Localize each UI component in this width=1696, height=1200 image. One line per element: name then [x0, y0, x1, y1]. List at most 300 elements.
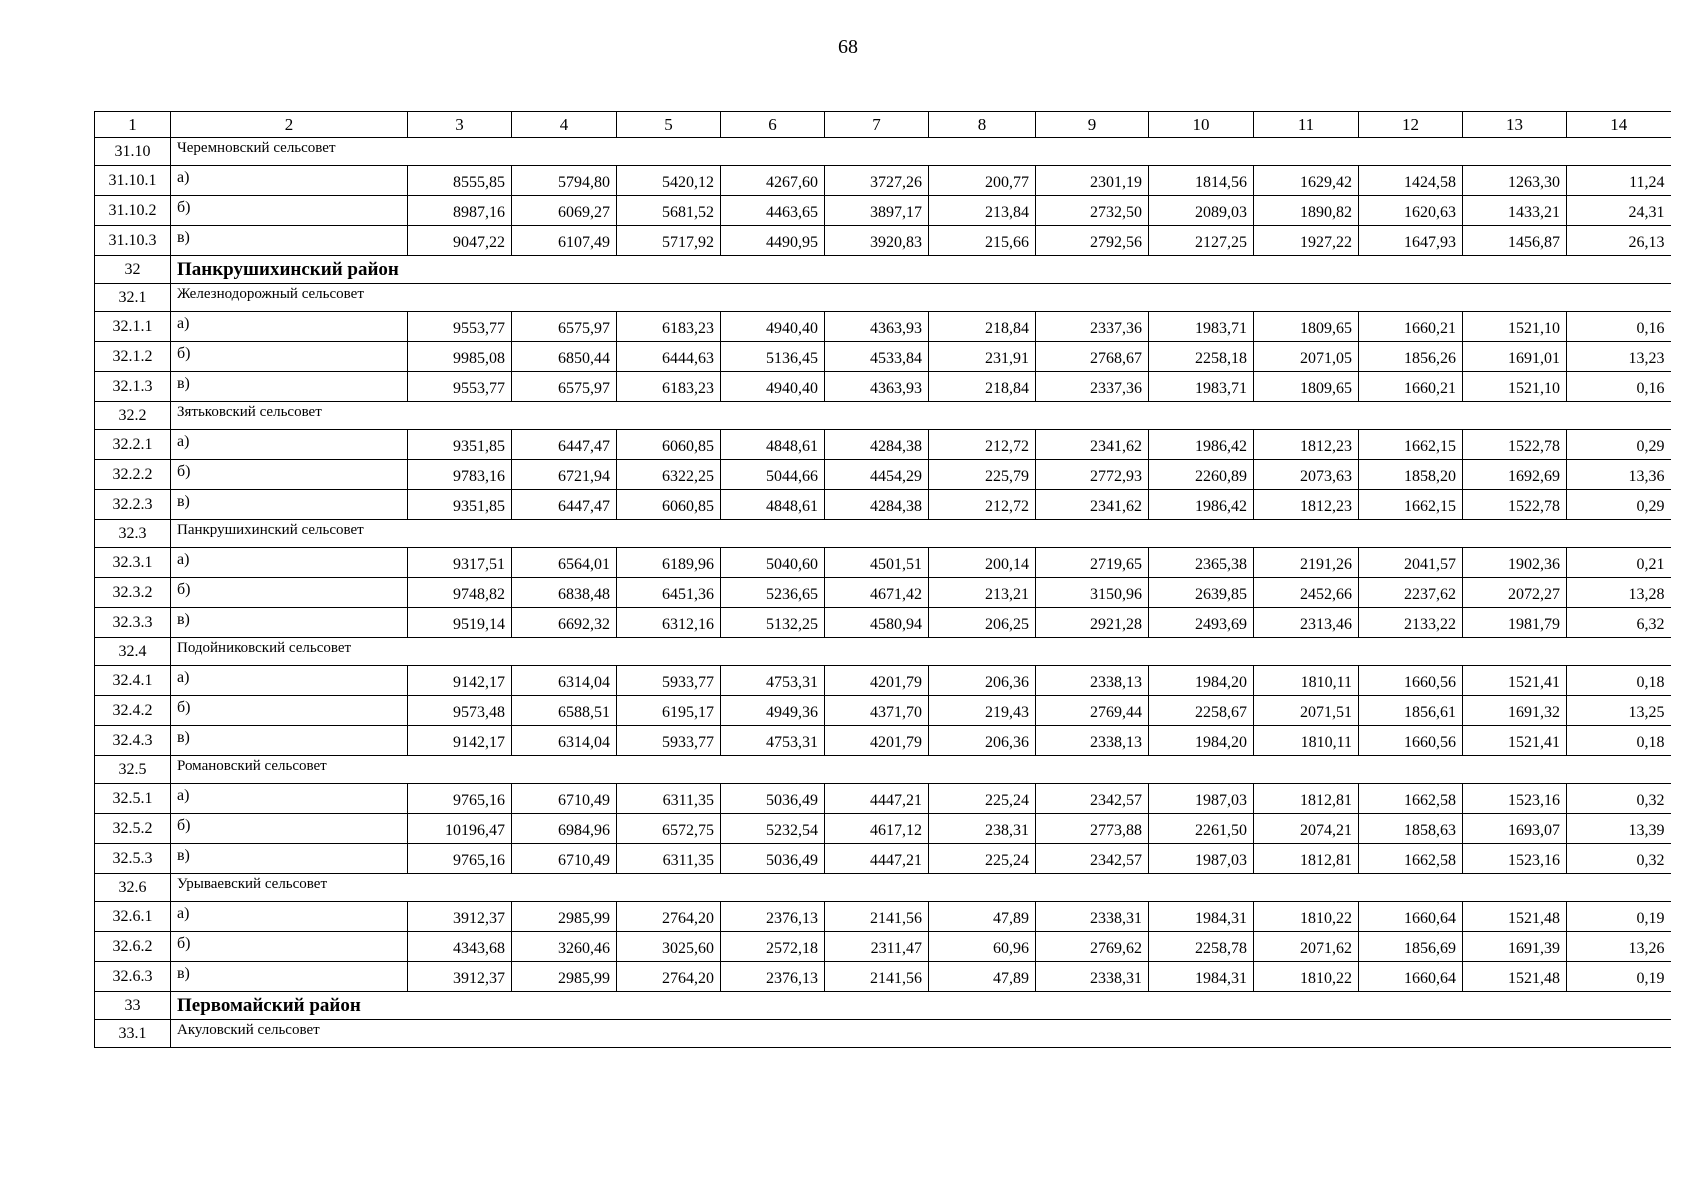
table-cell: 6692,32 — [512, 608, 617, 638]
village-council-name: Подойниковский сельсовет — [171, 638, 1671, 666]
district-row — [95, 256, 1671, 284]
table-cell: 2792,56 — [1036, 226, 1149, 256]
row-code: 32.1.2 — [95, 342, 171, 372]
table-cell: 2342,57 — [1036, 844, 1149, 874]
table-cell: 2258,78 — [1149, 932, 1254, 962]
table-cell: 1983,71 — [1149, 312, 1254, 342]
table-cell: 6447,47 — [512, 430, 617, 460]
table-cell: 1523,16 — [1463, 844, 1567, 874]
table-cell: 6322,25 — [617, 460, 721, 490]
table-cell: 4343,68 — [408, 932, 512, 962]
table-cell: 225,79 — [929, 460, 1036, 490]
table-cell: 0,18 — [1567, 666, 1671, 696]
table-cell: 9317,51 — [408, 548, 512, 578]
table-cell: 1984,20 — [1149, 726, 1254, 756]
table-row — [95, 932, 1671, 962]
column-header: 14 — [1567, 112, 1671, 138]
row-code: 32.2.3 — [95, 490, 171, 520]
table-cell: 6447,47 — [512, 490, 617, 520]
table-cell: 13,39 — [1567, 814, 1671, 844]
table-cell: 0,16 — [1567, 372, 1671, 402]
table-cell: 5044,66 — [721, 460, 825, 490]
row-code: 32.6 — [95, 874, 171, 902]
table-cell: 1981,79 — [1463, 608, 1567, 638]
village-council-name: Панкрушихинский сельсовет — [171, 520, 1671, 548]
table-cell: 1890,82 — [1254, 196, 1359, 226]
table-cell: 9765,16 — [408, 784, 512, 814]
table-cell: 1810,11 — [1254, 726, 1359, 756]
village-council-name: Черемновский сельсовет — [171, 138, 1671, 166]
table-cell: 1858,63 — [1359, 814, 1463, 844]
table-cell: 1986,42 — [1149, 430, 1254, 460]
table-cell: 1433,21 — [1463, 196, 1567, 226]
row-code: 32.5.1 — [95, 784, 171, 814]
row-code: 32.3.2 — [95, 578, 171, 608]
row-code: 31.10.2 — [95, 196, 171, 226]
table-cell: 2141,56 — [825, 962, 929, 992]
table-cell: 2719,65 — [1036, 548, 1149, 578]
table-cell: 2313,46 — [1254, 608, 1359, 638]
table-cell: 2127,25 — [1149, 226, 1254, 256]
table-cell: 47,89 — [929, 962, 1036, 992]
row-variant-label: в) — [171, 372, 408, 402]
table-cell: 9985,08 — [408, 342, 512, 372]
table-cell: 6710,49 — [512, 844, 617, 874]
table-cell: 2365,38 — [1149, 548, 1254, 578]
table-row — [95, 312, 1671, 342]
table-cell: 2237,62 — [1359, 578, 1463, 608]
table-cell: 1662,58 — [1359, 784, 1463, 814]
table-cell: 1812,23 — [1254, 490, 1359, 520]
table-cell: 2493,69 — [1149, 608, 1254, 638]
table-cell: 5036,49 — [721, 784, 825, 814]
row-variant-label: а) — [171, 430, 408, 460]
table-cell: 6060,85 — [617, 430, 721, 460]
row-code: 32.5 — [95, 756, 171, 784]
table-cell: 2732,50 — [1036, 196, 1149, 226]
table-cell: 212,72 — [929, 490, 1036, 520]
table-cell: 1693,07 — [1463, 814, 1567, 844]
row-code: 32.1.1 — [95, 312, 171, 342]
table-cell: 6195,17 — [617, 696, 721, 726]
row-variant-label: б) — [171, 932, 408, 962]
row-code: 32.4.2 — [95, 696, 171, 726]
table-cell: 1522,78 — [1463, 490, 1567, 520]
table-cell: 5232,54 — [721, 814, 825, 844]
row-variant-label: в) — [171, 608, 408, 638]
row-variant-label: б) — [171, 460, 408, 490]
table-cell: 2773,88 — [1036, 814, 1149, 844]
table-cell: 0,19 — [1567, 962, 1671, 992]
table-cell: 2338,31 — [1036, 962, 1149, 992]
table-row — [95, 166, 1671, 196]
table-cell: 4940,40 — [721, 372, 825, 402]
table-cell: 213,21 — [929, 578, 1036, 608]
table-cell: 1523,16 — [1463, 784, 1567, 814]
table-cell: 3912,37 — [408, 902, 512, 932]
row-code: 32.1.3 — [95, 372, 171, 402]
table-cell: 2258,18 — [1149, 342, 1254, 372]
table-cell: 1810,11 — [1254, 666, 1359, 696]
table-cell: 1660,64 — [1359, 962, 1463, 992]
table-cell: 4671,42 — [825, 578, 929, 608]
table-cell: 4490,95 — [721, 226, 825, 256]
table-cell: 6060,85 — [617, 490, 721, 520]
row-code: 32.6.3 — [95, 962, 171, 992]
row-variant-label: в) — [171, 490, 408, 520]
header-row — [95, 112, 1671, 138]
table-cell: 1856,61 — [1359, 696, 1463, 726]
table-cell: 0,32 — [1567, 844, 1671, 874]
table-cell: 1809,65 — [1254, 372, 1359, 402]
row-code: 31.10.1 — [95, 166, 171, 196]
table-cell: 1902,36 — [1463, 548, 1567, 578]
column-header: 10 — [1149, 112, 1254, 138]
row-variant-label: в) — [171, 962, 408, 992]
table-cell: 6721,94 — [512, 460, 617, 490]
row-code: 31.10.3 — [95, 226, 171, 256]
table-cell: 1662,58 — [1359, 844, 1463, 874]
row-code: 32.5.2 — [95, 814, 171, 844]
table-cell: 2337,36 — [1036, 372, 1149, 402]
table-row — [95, 696, 1671, 726]
table-cell: 3150,96 — [1036, 578, 1149, 608]
row-variant-label: в) — [171, 226, 408, 256]
district-name: Первомайский район — [171, 992, 1671, 1020]
table-cell: 1647,93 — [1359, 226, 1463, 256]
table-cell: 6107,49 — [512, 226, 617, 256]
table-cell: 11,24 — [1567, 166, 1671, 196]
table-cell: 0,19 — [1567, 902, 1671, 932]
table-cell: 9573,48 — [408, 696, 512, 726]
table-cell: 5794,80 — [512, 166, 617, 196]
table-cell: 1856,26 — [1359, 342, 1463, 372]
table-cell: 2341,62 — [1036, 430, 1149, 460]
table-row — [95, 902, 1671, 932]
row-code: 31.10 — [95, 138, 171, 166]
table-row — [95, 430, 1671, 460]
column-header: 5 — [617, 112, 721, 138]
table-cell: 4363,93 — [825, 372, 929, 402]
table-cell: 6312,16 — [617, 608, 721, 638]
table-row — [95, 196, 1671, 226]
table-row — [95, 844, 1671, 874]
table-cell: 225,24 — [929, 844, 1036, 874]
table-cell: 1660,64 — [1359, 902, 1463, 932]
table-cell: 1814,56 — [1149, 166, 1254, 196]
table-row — [95, 372, 1671, 402]
row-code: 33 — [95, 992, 171, 1020]
table-cell: 6984,96 — [512, 814, 617, 844]
table-cell: 5040,60 — [721, 548, 825, 578]
table-cell: 2376,13 — [721, 902, 825, 932]
table-cell: 2133,22 — [1359, 608, 1463, 638]
table-cell: 1691,39 — [1463, 932, 1567, 962]
table-cell: 1660,21 — [1359, 312, 1463, 342]
village-council-name: Акуловский сельсовет — [171, 1020, 1671, 1048]
table-cell: 1521,10 — [1463, 312, 1567, 342]
table-cell: 3912,37 — [408, 962, 512, 992]
table-cell: 9047,22 — [408, 226, 512, 256]
table-cell: 4753,31 — [721, 666, 825, 696]
table-cell: 206,36 — [929, 726, 1036, 756]
table-cell: 2261,50 — [1149, 814, 1254, 844]
table-cell: 2341,62 — [1036, 490, 1149, 520]
table-cell: 6183,23 — [617, 372, 721, 402]
table-cell: 1810,22 — [1254, 902, 1359, 932]
table-cell: 1984,31 — [1149, 902, 1254, 932]
table-cell: 9553,77 — [408, 312, 512, 342]
table-cell: 1984,20 — [1149, 666, 1254, 696]
table-row — [95, 726, 1671, 756]
table-row — [95, 490, 1671, 520]
table-cell: 2985,99 — [512, 962, 617, 992]
table-cell: 13,36 — [1567, 460, 1671, 490]
row-variant-label: в) — [171, 844, 408, 874]
table-cell: 6189,96 — [617, 548, 721, 578]
table-cell: 9783,16 — [408, 460, 512, 490]
table-cell: 0,21 — [1567, 548, 1671, 578]
table-cell: 9553,77 — [408, 372, 512, 402]
table-cell: 2073,63 — [1254, 460, 1359, 490]
table-cell: 9351,85 — [408, 430, 512, 460]
table-cell: 9765,16 — [408, 844, 512, 874]
village-council-row — [95, 756, 1671, 784]
table-cell: 238,31 — [929, 814, 1036, 844]
table-row — [95, 460, 1671, 490]
table-row — [95, 578, 1671, 608]
table-cell: 2768,67 — [1036, 342, 1149, 372]
table-cell: 2338,31 — [1036, 902, 1149, 932]
table-cell: 1456,87 — [1463, 226, 1567, 256]
table-cell: 1984,31 — [1149, 962, 1254, 992]
row-code: 32.4.3 — [95, 726, 171, 756]
table-cell: 4580,94 — [825, 608, 929, 638]
column-header: 6 — [721, 112, 825, 138]
table-cell: 2572,18 — [721, 932, 825, 962]
table-cell: 2141,56 — [825, 902, 929, 932]
table-cell: 2639,85 — [1149, 578, 1254, 608]
table-cell: 0,32 — [1567, 784, 1671, 814]
village-council-row — [95, 138, 1671, 166]
table-cell: 5132,25 — [721, 608, 825, 638]
table-row — [95, 342, 1671, 372]
table-cell: 1927,22 — [1254, 226, 1359, 256]
table-cell: 6451,36 — [617, 578, 721, 608]
table-cell: 1987,03 — [1149, 844, 1254, 874]
table-cell: 6311,35 — [617, 844, 721, 874]
table-cell: 231,91 — [929, 342, 1036, 372]
row-code: 32.6.2 — [95, 932, 171, 962]
row-variant-label: б) — [171, 696, 408, 726]
village-council-row — [95, 638, 1671, 666]
column-header: 9 — [1036, 112, 1149, 138]
village-council-row — [95, 520, 1671, 548]
table-cell: 5933,77 — [617, 726, 721, 756]
table-cell: 2338,13 — [1036, 666, 1149, 696]
village-council-row — [95, 402, 1671, 430]
table-cell: 4940,40 — [721, 312, 825, 342]
table-cell: 2337,36 — [1036, 312, 1149, 342]
table-cell: 1662,15 — [1359, 490, 1463, 520]
table-cell: 9142,17 — [408, 666, 512, 696]
table-cell: 6564,01 — [512, 548, 617, 578]
table-cell: 1521,48 — [1463, 902, 1567, 932]
table-cell: 4501,51 — [825, 548, 929, 578]
row-code: 32.1 — [95, 284, 171, 312]
table-cell: 5036,49 — [721, 844, 825, 874]
table-cell: 2071,62 — [1254, 932, 1359, 962]
table-cell: 4201,79 — [825, 726, 929, 756]
village-council-row — [95, 874, 1671, 902]
table-cell: 213,84 — [929, 196, 1036, 226]
table-cell: 2260,89 — [1149, 460, 1254, 490]
table-cell: 9519,14 — [408, 608, 512, 638]
village-council-name: Железнодорожный сельсовет — [171, 284, 1671, 312]
table-cell: 6850,44 — [512, 342, 617, 372]
table-cell: 13,23 — [1567, 342, 1671, 372]
table-cell: 5933,77 — [617, 666, 721, 696]
table-cell: 1809,65 — [1254, 312, 1359, 342]
district-row — [95, 992, 1671, 1020]
table-cell: 1522,78 — [1463, 430, 1567, 460]
table-cell: 2072,27 — [1463, 578, 1567, 608]
table-cell: 2041,57 — [1359, 548, 1463, 578]
row-code: 32 — [95, 256, 171, 284]
table-cell: 1987,03 — [1149, 784, 1254, 814]
row-variant-label: а) — [171, 166, 408, 196]
table-cell: 4267,60 — [721, 166, 825, 196]
column-header: 4 — [512, 112, 617, 138]
row-code: 32.4 — [95, 638, 171, 666]
table-cell: 6838,48 — [512, 578, 617, 608]
table-cell: 60,96 — [929, 932, 1036, 962]
table-cell: 13,26 — [1567, 932, 1671, 962]
table-cell: 200,14 — [929, 548, 1036, 578]
table-cell: 2772,93 — [1036, 460, 1149, 490]
table-cell: 3260,46 — [512, 932, 617, 962]
table-cell: 1424,58 — [1359, 166, 1463, 196]
row-variant-label: а) — [171, 312, 408, 342]
table-cell: 215,66 — [929, 226, 1036, 256]
table-cell: 4753,31 — [721, 726, 825, 756]
table-row — [95, 226, 1671, 256]
row-code: 32.3 — [95, 520, 171, 548]
table-cell: 4201,79 — [825, 666, 929, 696]
table-cell: 6575,97 — [512, 312, 617, 342]
table-cell: 0,29 — [1567, 490, 1671, 520]
table-cell: 2258,67 — [1149, 696, 1254, 726]
table-cell: 1660,56 — [1359, 666, 1463, 696]
column-header: 8 — [929, 112, 1036, 138]
table-row — [95, 608, 1671, 638]
table-cell: 5717,92 — [617, 226, 721, 256]
row-code: 32.2.2 — [95, 460, 171, 490]
table-cell: 4949,36 — [721, 696, 825, 726]
table-cell: 2071,51 — [1254, 696, 1359, 726]
table-cell: 6069,27 — [512, 196, 617, 226]
table-cell: 200,77 — [929, 166, 1036, 196]
row-code: 32.2.1 — [95, 430, 171, 460]
table-cell: 0,29 — [1567, 430, 1671, 460]
table-cell: 2376,13 — [721, 962, 825, 992]
table-row — [95, 666, 1671, 696]
table-cell: 4363,93 — [825, 312, 929, 342]
table-cell: 6575,97 — [512, 372, 617, 402]
table-cell: 2191,26 — [1254, 548, 1359, 578]
table-cell: 6183,23 — [617, 312, 721, 342]
table-cell: 0,16 — [1567, 312, 1671, 342]
table-cell: 1691,32 — [1463, 696, 1567, 726]
district-name: Панкрушихинский район — [171, 256, 1671, 284]
table-cell: 4533,84 — [825, 342, 929, 372]
table-cell: 2764,20 — [617, 902, 721, 932]
table-cell: 4284,38 — [825, 430, 929, 460]
table-cell: 9748,82 — [408, 578, 512, 608]
table-cell: 1812,81 — [1254, 844, 1359, 874]
table-cell: 3025,60 — [617, 932, 721, 962]
table-cell: 6,32 — [1567, 608, 1671, 638]
table-cell: 24,31 — [1567, 196, 1671, 226]
table-cell: 2452,66 — [1254, 578, 1359, 608]
village-council-name: Романовский сельсовет — [171, 756, 1671, 784]
table-cell: 5236,65 — [721, 578, 825, 608]
table-cell: 1662,15 — [1359, 430, 1463, 460]
table-cell: 4617,12 — [825, 814, 929, 844]
table-cell: 2338,13 — [1036, 726, 1149, 756]
row-variant-label: б) — [171, 342, 408, 372]
table-cell: 4371,70 — [825, 696, 929, 726]
table-cell: 9351,85 — [408, 490, 512, 520]
table-cell: 2301,19 — [1036, 166, 1149, 196]
village-council-name: Урываевский сельсовет — [171, 874, 1671, 902]
table-cell: 5136,45 — [721, 342, 825, 372]
table-cell: 4284,38 — [825, 490, 929, 520]
table-cell: 225,24 — [929, 784, 1036, 814]
table-cell: 1629,42 — [1254, 166, 1359, 196]
table-cell: 2764,20 — [617, 962, 721, 992]
table-cell: 4463,65 — [721, 196, 825, 226]
column-header: 11 — [1254, 112, 1359, 138]
table-cell: 9142,17 — [408, 726, 512, 756]
table-cell: 3920,83 — [825, 226, 929, 256]
table-row — [95, 548, 1671, 578]
table-cell: 4848,61 — [721, 430, 825, 460]
column-header: 3 — [408, 112, 512, 138]
tariff-table — [94, 111, 1671, 1048]
table-cell: 26,13 — [1567, 226, 1671, 256]
table-cell: 2769,44 — [1036, 696, 1149, 726]
table-cell: 1521,41 — [1463, 726, 1567, 756]
table-cell: 1521,48 — [1463, 962, 1567, 992]
table-cell: 6311,35 — [617, 784, 721, 814]
column-header: 12 — [1359, 112, 1463, 138]
table-cell: 219,43 — [929, 696, 1036, 726]
table-cell: 218,84 — [929, 312, 1036, 342]
table-body — [95, 112, 1671, 1048]
table-cell: 4447,21 — [825, 784, 929, 814]
row-variant-label: в) — [171, 726, 408, 756]
table-cell: 1660,21 — [1359, 372, 1463, 402]
row-variant-label: б) — [171, 196, 408, 226]
table-cell: 1986,42 — [1149, 490, 1254, 520]
table-cell: 6314,04 — [512, 666, 617, 696]
table-cell: 8555,85 — [408, 166, 512, 196]
table-cell: 4848,61 — [721, 490, 825, 520]
row-code: 32.5.3 — [95, 844, 171, 874]
column-header: 7 — [825, 112, 929, 138]
table-cell: 5681,52 — [617, 196, 721, 226]
